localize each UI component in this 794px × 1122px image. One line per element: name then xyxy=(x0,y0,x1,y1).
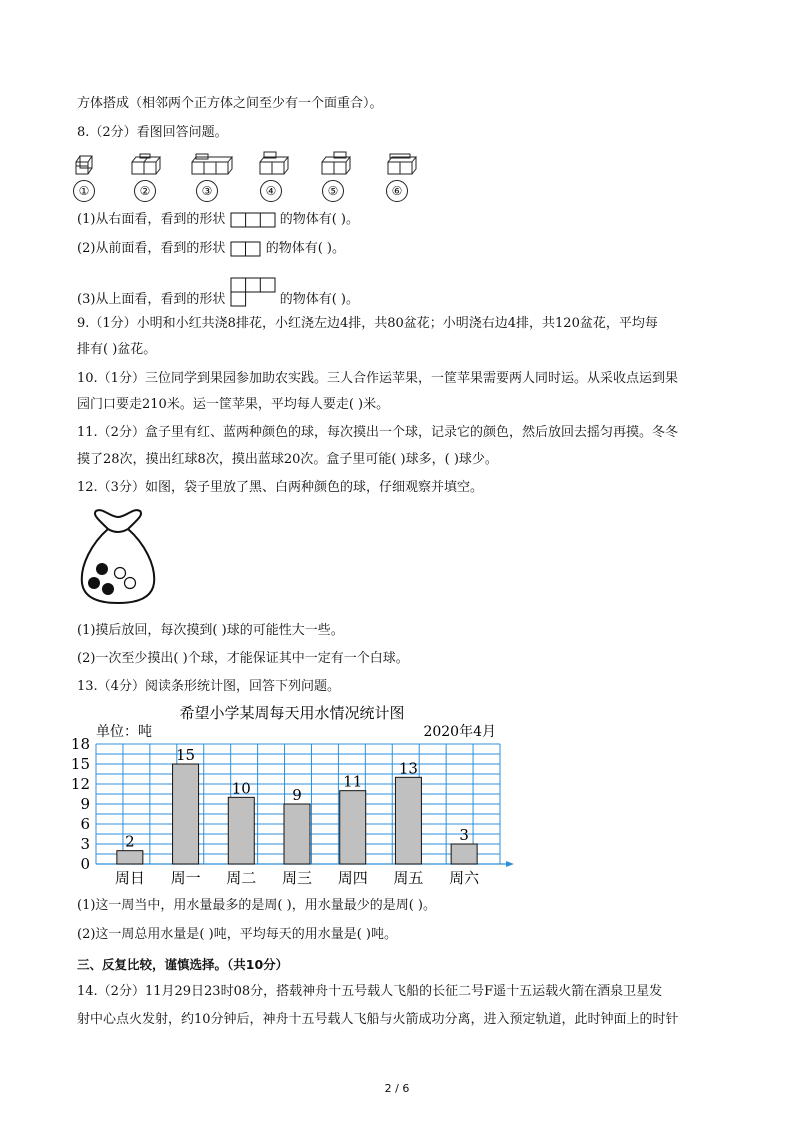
figure-2-cubes xyxy=(132,154,160,174)
q8-2-prefix: (2)从前面看，看到的形状 xyxy=(77,241,226,256)
bar xyxy=(173,764,199,864)
question-14-line-1: 14.（2分）11月29日23时08分，搭载神舟十五号载人飞船的长征二号F遥十五运载火箭在酒泉卫星发 xyxy=(77,984,663,999)
question-13-part-1: (1)这一周当中，用水量最多的是周( )，用水量最少的是周( )。 xyxy=(77,898,436,913)
y-tick-label: 0 xyxy=(80,855,90,873)
question-14-line-2: 射中心点火发射，约10分钟后，神舟十五号载人飞船与火箭成功分离，进入预定轨道，此时钟面上的时针 xyxy=(77,1012,679,1027)
y-tick-label: 6 xyxy=(80,815,90,833)
question-9-line-1: 9.（1分）小明和小红共浇8排花，小红浇左边4排，共80盆花；小明浇右边4排，共120盆花，平均每 xyxy=(77,316,658,331)
question-12: 12.（3分）如图，袋子里放了黑、白两种颜色的球，仔细观察并填空。 xyxy=(77,480,483,495)
question-13-part-2: (2)这一周总用水量是( )吨，平均每天的用水量是( )吨。 xyxy=(77,927,397,942)
y-tick-label: 15 xyxy=(70,755,90,773)
black-ball xyxy=(96,563,108,575)
bar xyxy=(451,844,477,864)
bar-value-label: 2 xyxy=(125,832,135,851)
q8-2-suffix: 的物体有( )。 xyxy=(265,241,345,256)
category-label: 周日 xyxy=(114,869,145,887)
chart-title: 希望小学某周每天用水情况统计图 xyxy=(179,704,405,722)
y-tick-label: 9 xyxy=(80,795,90,813)
y-tick-label: 3 xyxy=(80,835,90,853)
bar-value-label: 15 xyxy=(176,746,196,764)
x-axis-arrow xyxy=(506,861,514,867)
page-number: 2 / 6 xyxy=(384,1082,410,1095)
q8-1-prefix: (1)从右面看，看到的形状 xyxy=(77,212,226,227)
question-10-line-1: 10.（1分）三位同学到果园参加助农实践。三人合作运苹果，一筐苹果需要两人同时运。从采收点运到果 xyxy=(77,371,678,386)
figure-5-cubes xyxy=(322,152,350,174)
figure-2-number: ② xyxy=(134,180,156,202)
chart-date-label: 2020年4月 xyxy=(423,724,496,740)
bar xyxy=(395,777,421,864)
bar xyxy=(117,851,143,864)
q8-1-suffix: 的物体有( )。 xyxy=(279,212,359,227)
ball-bag-illustration xyxy=(78,507,158,607)
bar-value-label: 11 xyxy=(343,772,363,791)
y-tick-label: 12 xyxy=(70,775,90,793)
continued-text: 方体搭成（相邻两个正方体之间至少有一个面重合）。 xyxy=(77,96,383,111)
white-ball xyxy=(115,568,126,579)
y-tick-label: 18 xyxy=(70,735,90,753)
cube-figures xyxy=(72,150,432,180)
category-label: 周二 xyxy=(226,869,257,887)
category-label: 周一 xyxy=(170,869,201,887)
black-ball xyxy=(88,577,100,589)
question-9-line-2: 排有( )盆花。 xyxy=(77,342,157,357)
q8-3-prefix: (3)从上面看，看到的形状 xyxy=(77,292,226,307)
bar xyxy=(228,797,254,864)
bar-value-label: 13 xyxy=(398,759,418,778)
category-label: 周三 xyxy=(281,869,313,887)
figure-3-number: ③ xyxy=(196,180,218,202)
question-11-line-1: 11.（2分）盒子里有红、蓝两种颜色的球，每次摸出一个球，记录它的颜色，然后放回去摇匀再摸。冬冬 xyxy=(77,425,678,440)
two-square-row-shape xyxy=(230,241,262,257)
question-12-part-2: (2)一次至少摸出( )个球，才能保证其中一定有一个白球。 xyxy=(77,651,409,666)
l-shape xyxy=(230,277,276,309)
category-label: 周五 xyxy=(393,869,424,887)
figure-1-number: ① xyxy=(73,180,95,202)
figure-6-number: ⑥ xyxy=(386,180,408,202)
figure-1-cubes xyxy=(76,156,92,174)
bar-value-label: 10 xyxy=(231,779,251,798)
section-3-heading: 三、反复比较，谨慎选择。（共10分） xyxy=(77,957,289,972)
figure-4-cubes xyxy=(260,152,288,174)
question-8-part-2 xyxy=(77,240,345,258)
question-13: 13.（4分）阅读条形统计图，回答下列问题。 xyxy=(77,679,340,694)
chart-unit-label: 单位：吨 xyxy=(96,724,152,740)
figure-4-number: ④ xyxy=(260,180,282,202)
category-label: 周四 xyxy=(337,869,368,887)
bar xyxy=(284,804,310,864)
figure-5-number: ⑤ xyxy=(322,180,344,202)
question-8-part-1 xyxy=(77,211,359,229)
bar-value-label: 3 xyxy=(459,826,469,844)
black-ball xyxy=(102,583,114,595)
question-8: 8.（2分）看图回答问题。 xyxy=(77,125,228,140)
figure-3-cubes xyxy=(192,154,232,174)
figure-6-cubes xyxy=(388,154,416,174)
q8-3-suffix: 的物体有( )。 xyxy=(279,292,359,307)
bar-value-label: 9 xyxy=(292,786,302,804)
bar xyxy=(340,791,366,864)
question-8-part-3 xyxy=(77,277,359,309)
white-ball xyxy=(125,578,136,589)
question-10-line-2: 园门口要走210米。运一筐苹果，平均每人要走( )米。 xyxy=(77,397,390,412)
question-11-line-2: 摸了28次，摸出红球8次，摸出蓝球20次。盒子里可能( )球多，( )球少。 xyxy=(77,452,498,467)
question-12-part-1: (1)摸后放回，每次摸到( )球的可能性大一些。 xyxy=(77,623,344,638)
water-usage-bar-chart xyxy=(60,700,520,890)
three-square-row-shape xyxy=(230,212,276,228)
category-label: 周六 xyxy=(449,869,480,887)
